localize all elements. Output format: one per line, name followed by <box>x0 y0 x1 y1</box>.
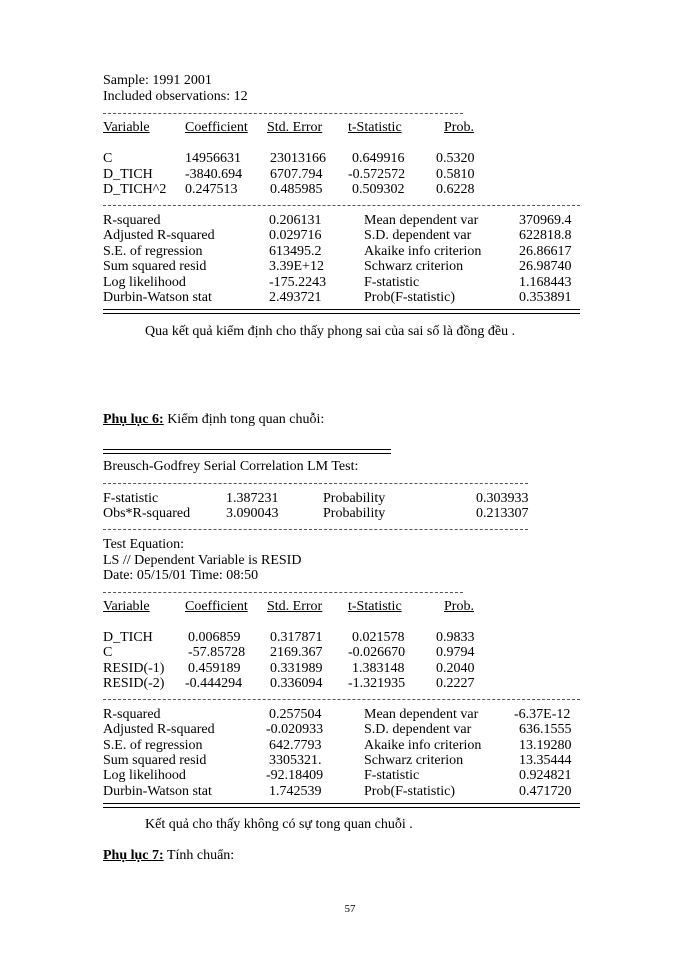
stat-label: Log likelihood <box>103 275 186 290</box>
stat-value: -92.18409 <box>266 768 324 783</box>
stat-label: Log likelihood <box>103 768 186 783</box>
stat-label-right: Akaike info criterion <box>364 244 482 259</box>
stat-label: R-squared <box>103 707 161 722</box>
stat-value: 1.742539 <box>269 784 322 799</box>
header-prob: Prob. <box>444 120 474 135</box>
stat-value-right: 0.924821 <box>519 768 572 783</box>
date-time: Date: 05/15/01 Time: 08:50 <box>103 568 259 583</box>
stat-value: 642.7793 <box>269 738 322 753</box>
double-rule <box>103 449 391 454</box>
header-std-error: Std. Error <box>267 599 323 614</box>
conclusion-1: Qua kết quả kiểm định cho thấy phong sai của sai số là đồng đều . <box>145 324 516 339</box>
row-variable: D_TICH <box>103 630 153 645</box>
divider <box>103 483 528 484</box>
stat-value: -0.020933 <box>266 722 324 737</box>
test-value: 3.090043 <box>226 506 279 521</box>
header-prob: Prob. <box>444 599 474 614</box>
stat-value-right: 1.168443 <box>519 275 572 290</box>
appendix-7-heading <box>103 848 234 864</box>
stat-value: 613495.2 <box>269 244 322 259</box>
appendix-6-title: Kiểm định tong quan chuỗi: <box>163 412 325 427</box>
header-std-error: Std. Error <box>267 120 323 135</box>
conclusion-2: Kết quả cho thấy không có sự tong quan chuỗi . <box>145 817 413 832</box>
stat-label-right: Mean dependent var <box>364 707 479 722</box>
stat-value-right: 622818.8 <box>519 228 572 243</box>
stat-label-right: F-statistic <box>364 768 420 783</box>
stat-label: S.E. of regression <box>103 244 203 259</box>
row-std-error: 0.485985 <box>270 182 323 197</box>
double-rule <box>103 803 580 808</box>
row-std-error: 23013166 <box>270 151 326 166</box>
stat-value-right: 636.1555 <box>519 722 572 737</box>
row-prob: 0.9833 <box>436 630 475 645</box>
stat-value-right: 370969.4 <box>519 213 572 228</box>
stat-label: Adjusted R-squared <box>103 722 215 737</box>
row-variable: C <box>103 645 113 660</box>
row-t-statistic: -1.321935 <box>348 676 406 691</box>
row-variable: D_TICH^2 <box>103 182 167 197</box>
stat-label-right: Akaike info criterion <box>364 738 482 753</box>
page-number: 57 <box>344 903 356 915</box>
stat-label: Durbin-Watson stat <box>103 784 212 799</box>
test-prob-value: 0.303933 <box>476 491 529 506</box>
stat-value-right: -6.37E-12 <box>514 707 571 722</box>
stat-value: 2.493721 <box>269 290 322 305</box>
row-prob: 0.6228 <box>436 182 475 197</box>
stat-label-right: F-statistic <box>364 275 420 290</box>
stat-value-right: 13.19280 <box>519 738 572 753</box>
stat-label: Sum squared resid <box>103 259 207 274</box>
row-t-statistic: 0.649916 <box>352 151 405 166</box>
stat-value: -175.2243 <box>269 275 327 290</box>
appendix-6-label: Phụ lục 6: <box>103 412 164 427</box>
stat-label: Adjusted R-squared <box>103 228 215 243</box>
stat-label-right: S.D. dependent var <box>364 722 472 737</box>
row-prob: 0.2040 <box>436 661 475 676</box>
dependent-variable: LS // Dependent Variable is RESID <box>103 553 302 568</box>
header-variable: Variable <box>103 120 150 135</box>
test-label: F-statistic <box>103 491 159 506</box>
row-prob: 0.2227 <box>436 676 475 691</box>
row-t-statistic: -0.026670 <box>348 645 406 660</box>
header-t-statistic: t-Statistic <box>348 599 402 614</box>
row-t-statistic: -0.572572 <box>348 167 406 182</box>
sample-line: Sample: 1991 2001 <box>103 73 212 88</box>
stat-value: 0.257504 <box>269 707 322 722</box>
appendix-7-label: Phụ lục 7: <box>103 848 164 863</box>
stat-value-right: 26.86617 <box>519 244 572 259</box>
stat-value-right: 26.98740 <box>519 259 572 274</box>
stat-value: 3.39E+12 <box>269 259 324 274</box>
test-name: Breusch-Godfrey Serial Correlation LM Test: <box>103 459 359 474</box>
stat-value: 3305321. <box>269 753 322 768</box>
row-prob: 0.5810 <box>436 167 475 182</box>
row-coefficient: 0.459189 <box>188 661 241 676</box>
stat-label: Sum squared resid <box>103 753 207 768</box>
appendix-7-title: Tính chuẩn: <box>163 848 235 863</box>
row-std-error: 0.336094 <box>270 676 323 691</box>
test-value: 1.387231 <box>226 491 279 506</box>
stat-label-right: Schwarz criterion <box>364 259 464 274</box>
row-coefficient: 0.006859 <box>188 630 241 645</box>
test-label: Obs*R-squared <box>103 506 191 521</box>
row-variable: C <box>103 151 113 166</box>
included-observations: Included observations: 12 <box>103 89 248 104</box>
row-prob: 0.5320 <box>436 151 475 166</box>
row-std-error: 6707.794 <box>270 167 323 182</box>
row-std-error: 2169.367 <box>270 645 323 660</box>
row-coefficient: -0.444294 <box>185 676 243 691</box>
row-variable: RESID(-2) <box>103 676 165 691</box>
double-rule <box>103 309 580 314</box>
row-coefficient: -57.85728 <box>188 645 246 660</box>
divider <box>103 699 580 700</box>
test-equation-label: Test Equation: <box>103 537 185 552</box>
header-coefficient: Coefficient <box>185 120 248 135</box>
stat-value-right: 13.35444 <box>519 753 572 768</box>
row-t-statistic: 0.509302 <box>352 182 405 197</box>
row-coefficient: 14956631 <box>185 151 241 166</box>
stat-label-right: S.D. dependent var <box>364 228 472 243</box>
divider <box>103 113 463 114</box>
stat-label-right: Prob(F-statistic) <box>364 290 455 305</box>
stat-label-right: Prob(F-statistic) <box>364 784 455 799</box>
stat-label-right: Schwarz criterion <box>364 753 464 768</box>
header-coefficient: Coefficient <box>185 599 248 614</box>
appendix-6-heading <box>103 412 324 428</box>
stat-label: Durbin-Watson stat <box>103 290 212 305</box>
divider <box>103 529 528 530</box>
test-prob-value: 0.213307 <box>476 506 529 521</box>
stat-label: S.E. of regression <box>103 738 203 753</box>
row-std-error: 0.331989 <box>270 661 323 676</box>
row-t-statistic: 0.021578 <box>352 630 405 645</box>
row-coefficient: 0.247513 <box>185 182 238 197</box>
stat-value-right: 0.353891 <box>519 290 572 305</box>
row-std-error: 0.317871 <box>270 630 323 645</box>
row-prob: 0.9794 <box>436 645 475 660</box>
stat-label: R-squared <box>103 213 161 228</box>
stat-value: 0.029716 <box>269 228 322 243</box>
row-t-statistic: 1.383148 <box>352 661 405 676</box>
stat-value: 0.206131 <box>269 213 322 228</box>
header-variable: Variable <box>103 599 150 614</box>
row-variable: D_TICH <box>103 167 153 182</box>
header-t-statistic: t-Statistic <box>348 120 402 135</box>
row-variable: RESID(-1) <box>103 661 165 676</box>
stat-label-right: Mean dependent var <box>364 213 479 228</box>
divider <box>103 592 463 593</box>
test-prob-label: Probability <box>323 506 386 521</box>
row-coefficient: -3840.694 <box>185 167 243 182</box>
stat-value-right: 0.471720 <box>519 784 572 799</box>
divider <box>103 205 580 206</box>
test-prob-label: Probability <box>323 491 386 506</box>
